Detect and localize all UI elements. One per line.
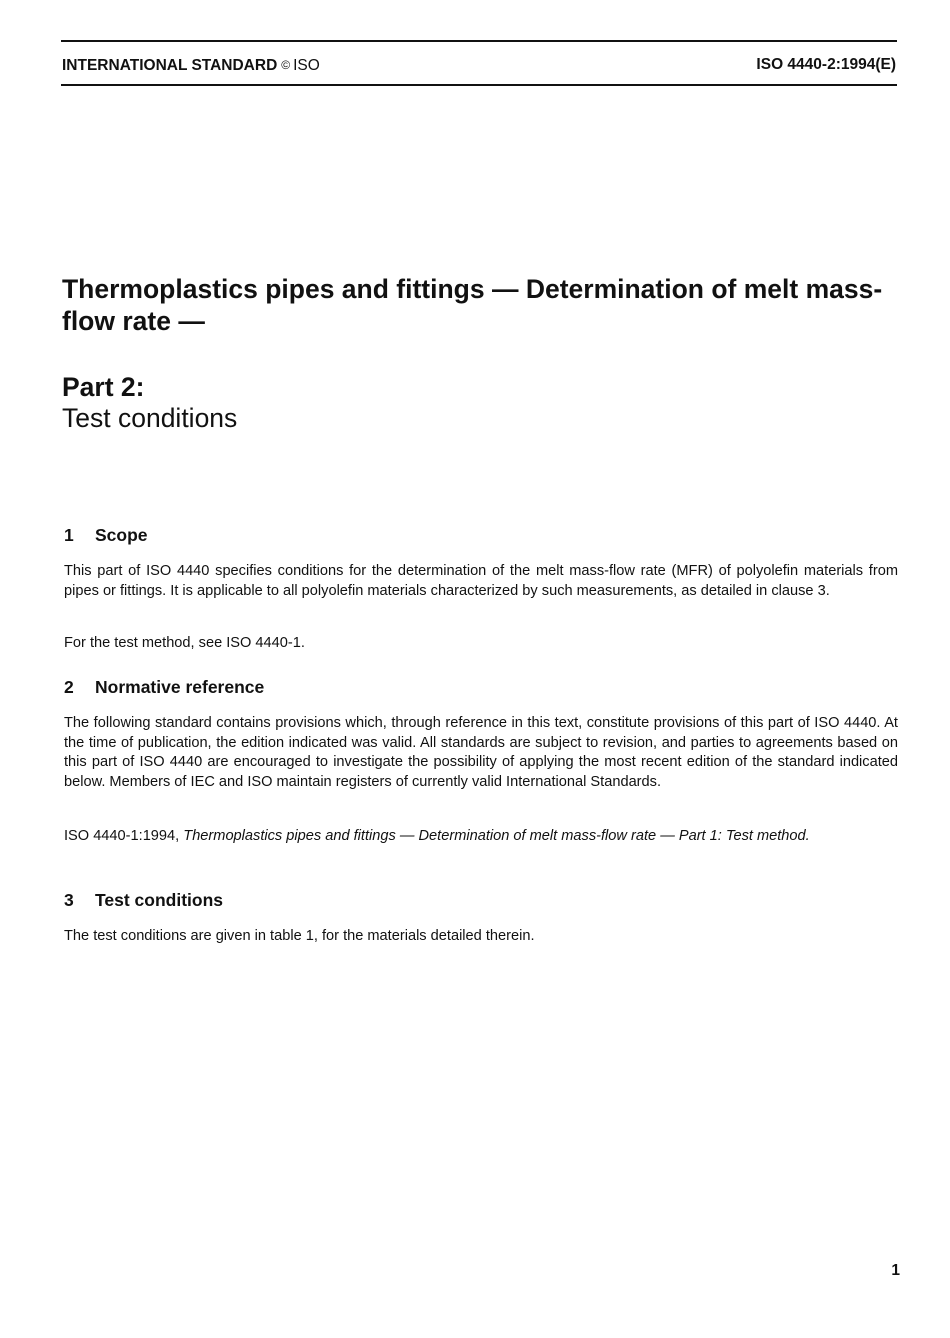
document-title: Thermoplastics pipes and fittings — Determination of melt mass-flow rate — <box>62 274 883 336</box>
document-id: ISO 4440-2:1994(E) <box>756 56 896 73</box>
test-conditions-paragraph: The test conditions are given in table 1, for the materials detailed therein. <box>64 928 535 944</box>
normative-reference-paragraph: The following standard contains provisions which, through reference in this text, constitute provisions of this part of ISO 4440. At the time of publication, the edition indicated was valid. All standards are subject to revision, and parties to agreements based on this part of ISO 4440 are encouraged to investigate the possibility of applying the most recent edition of the standard indicated below. Members of IEC and ISO maintain registers of currently valid International Standards. <box>64 715 898 790</box>
reference-title: Thermoplastics pipes and fittings — Determination of melt mass-flow rate — Part 1: Test method. <box>183 828 810 844</box>
section-title: Normative reference <box>95 677 265 697</box>
part-label: Part 2: <box>62 372 145 402</box>
section-3-heading <box>64 889 223 911</box>
section-2-heading <box>64 676 264 698</box>
section-number: 2 <box>64 677 74 697</box>
scope-test-method-note: For the test method, see ISO 4440-1. <box>64 635 305 651</box>
page-number: 1 <box>891 1262 900 1279</box>
section-1-heading <box>64 524 148 546</box>
header-bottom-rule <box>61 84 897 86</box>
header-left <box>62 54 320 77</box>
section-number: 1 <box>64 525 74 545</box>
section-title: Test conditions <box>95 890 224 910</box>
header-top-rule <box>61 40 897 42</box>
reference-code: ISO 4440-1:1994, <box>64 828 180 844</box>
copyright-symbol: © <box>281 58 291 72</box>
part-subtitle: Test conditions <box>62 403 238 433</box>
page-header <box>62 54 896 76</box>
standard-type-label: INTERNATIONAL STANDARD <box>62 57 278 74</box>
scope-paragraph: This part of ISO 4440 specifies conditions for the determination of the melt mass-flow rate (MFR) of polyolefin materials from pipes or fittings. It is applicable to all polyolefin materials characterized by such measurements, as detailed in clause 3. <box>64 563 898 599</box>
reference-citation <box>64 827 898 847</box>
section-title: Scope <box>95 525 148 545</box>
section-number: 3 <box>64 890 74 910</box>
header-org: ISO <box>293 57 320 74</box>
